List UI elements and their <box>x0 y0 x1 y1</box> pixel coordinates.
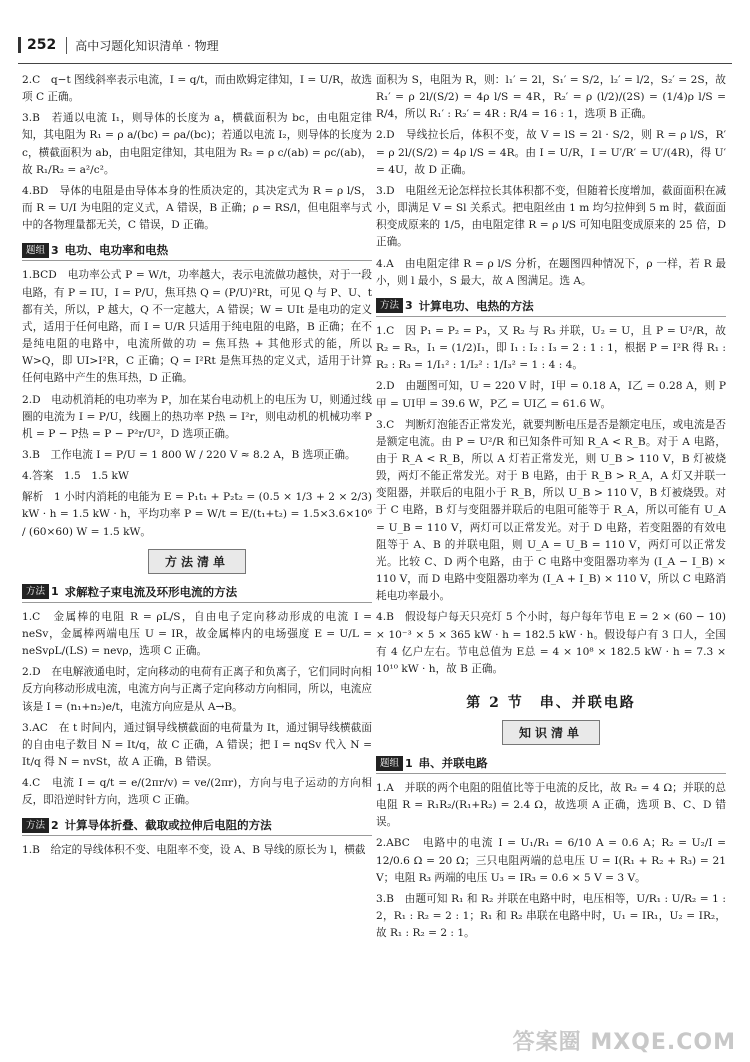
answer-paragraph: 面积为 S，电阻为 R，则：l₁′ = 2l，S₁′ = S/2，l₂′ = l/2，S₂′ = 2S，故 R₁′ = ρ 2l/(S/2) = 4ρ l/S = 4R，R₂′ = ρ (l/2)/(2S) = (1/4)ρ l/S = R/4，所以 R₁′ : R₂′ = 4R : R/4 = 16 : 1，选项 B 正确。 <box>376 74 726 121</box>
method-list-banner <box>22 549 372 574</box>
right-column <box>376 72 726 1042</box>
answer-paragraph: 解析 1 小时内消耗的电能为 E = P₁t₁ + P₂t₂ = (0.5 × 1/3 + 2 × 2/3) kW · h = 1.5 kW · h，平均功率 P = W/t = E/(t₁+t₂) = 1.5×3.6×10⁶ / (60×60) W = 1.5 kW。 <box>22 491 372 538</box>
section-tag: 题组 <box>376 756 403 771</box>
page-number: 252 <box>18 37 56 53</box>
section-title: 求解粒子束电流及环形电流的方法 <box>64 584 238 599</box>
answer-paragraph: 4.BD 导体的电阻是由导体本身的性质决定的，其决定式为 R = ρ l/S，而 R = U/I 为电阻的定义式，A 错误，B 正确；ρ = RS/l，但电阻率与式中的各物理量都无关，C 错误，D 正确。 <box>22 184 372 232</box>
section-heading <box>22 584 372 603</box>
section-number: 3 <box>405 299 413 313</box>
answer-paragraph: 3.B 由题可知 R₁ 和 R₂ 并联在电路中时，电压相等，U/R₁ : U/R₂ = 1 : 2，R₁ : R₂ = 2 : 1；R₁ 和 R₂ 串联在电路中时，U₁ = IR₁，U₂ = IR₂，故 R₁ : R₂ = 2 : 1。 <box>376 892 726 940</box>
answer-paragraph: 3.AC 在 t 时间内，通过铜导线横截面的电荷量为 It，通过铜导线横截面的自由电子数目 N = It/q，故 C 正确，A 错误；把 I = nqSv 代入 N = It/q 得 N = nvSt，故 A 正确，B 错误。 <box>22 721 372 768</box>
answer-paragraph: 4.答案 1.5 1.5 kW <box>22 470 129 483</box>
answer-paragraph: 3.D 电阻丝无论怎样拉长其体积都不变，但随着长度增加，截面面积在减小，即满足 V = Sl 关系式。把电阻丝由 1 m 均匀拉伸到 5 m 时，截面面积变成原来的 1/5，由电阻定律 R = ρ l/S 可知电阻变成原来的 25 倍，D 正确。 <box>376 184 726 249</box>
answer-paragraph: 1.B 给定的导线体积不变、电阻率不变，设 A、B 导线的原长为 l，横截 <box>22 844 366 857</box>
answer-paragraph: 2.D 在电解液通电时，定向移动的电荷有正离子和负离子，它们同时向相反方向移动形成电流，电流方向与正离子定向移动方向相同，所以，电流应该是 I = (n₁+n₂)e/t，电流方向应是从 A→B。 <box>22 666 372 713</box>
section-number: 1 <box>405 756 413 770</box>
header-rule <box>18 63 732 64</box>
answer-paragraph: 1.C 因 P₁ = P₂ = P₃，又 R₂ 与 R₃ 并联，U₂ = U，且 P = U²/R，故 R₂ = R₃，I₁ = (1/2)I₁，即 I₁ : I₂ : I₃ = 2 : 1 : 1，根据 P = I²R 得 R₁ : R₂ : R₃ = 1/I₁² : 1/I₂² : 1/I₃² = 1 : 4 : 4。 <box>376 324 726 372</box>
section-number: 3 <box>51 243 59 257</box>
book-title: 高中习题化知识清单 · 物理 <box>66 37 218 54</box>
section-title: 串、并联电路 <box>418 756 488 770</box>
answer-paragraph: 4.B 假设每户每天只亮灯 5 个小时，每户每年节电 E = 2 × (60 − 10) × 10⁻³ × 5 × 365 kW · h = 182.5 kW · h。假设每户有 3 口人，全国有 4 亿户左右。节电总值为 E总 = 4 × 10⁸ × 182.5 kW · h = 7.3 × 10¹⁰ kW · h，故 B 正确。 <box>376 611 726 675</box>
knowledge-list-banner <box>376 720 726 745</box>
section-tag: 方法 <box>22 584 49 599</box>
answer-paragraph: 1.C 金属棒的电阻 R = ρL/S，自由电子定向移动形成的电流 I = neSv，金属棒两端电压 U = IR，故金属棒内的电场强度 E = U/L = neSvρL/(LS) = nevρ，选项 C 正确。 <box>22 610 372 658</box>
answer-paragraph: 2.C q−t 图线斜率表示电流，I = q/t，而由欧姆定律知，I = U/R，故选项 C 正确。 <box>22 74 372 104</box>
answer-paragraph: 2.ABC 电路中的电流 I = U₁/R₁ = 6/10 A = 0.6 A；R₂ = U₂/I = 12/0.6 Ω = 20 Ω；三只电阻两端的总电压 U = I(R₁ + R₂ + R₃) = 21 V；电阻 R₃ 两端的电压 U₃ = IR₃ = 0.6 × 5 V = 3 V。 <box>376 837 726 884</box>
answer-paragraph: 2.D 导线拉长后，体积不变，故 V = lS = 2l · S/2，则 R = ρ l/S，R′ = ρ 2l/(S/2) = 4ρ l/S = 4R。由 I = U/R，I = U′/R′ = U′/(4R)，得 U′ = 4U，故 D 正确。 <box>376 129 726 176</box>
answer-paragraph: 3.B 若通以电流 I₁，则导体的长度为 a，横截面积为 bc，由电阻定律知，其电阻为 R₁ = ρ a/(bc) = ρa/(bc)；若通以电流 I₂，则导体的长度为 c，横截面积为 ab，由电阻定律知，其电阻为 R₂ = ρ c/(ab) = ρc/(ab)，故 R₁/R₂ = a²/c²。 <box>22 112 372 176</box>
section-number: 2 <box>51 818 59 832</box>
answer-paragraph: 2.D 由题图可知，U = 220 V 时，I甲 = 0.18 A，I乙 = 0.28 A，则 P甲 = UI甲 = 39.6 W，P乙 = UI乙 = 61.6 W。 <box>376 380 726 410</box>
section-tag: 方法 <box>22 818 49 833</box>
left-column <box>22 72 372 1042</box>
section-heading <box>22 817 372 836</box>
chapter-title: 第 2 节 串、并联电路 <box>466 695 636 711</box>
page-header <box>18 30 219 60</box>
section-title: 计算电功、电热的方法 <box>418 298 534 313</box>
section-heading <box>376 755 726 774</box>
banner-label: 知识清单 <box>502 720 600 745</box>
section-number: 1 <box>51 585 59 599</box>
answer-paragraph: 4.A 由电阻定律 R = ρ l/S 分析，在题图四种情况下，ρ 一样，若 R 最小，则 l 最小，S 最大，故 A 图满足。选 A。 <box>376 257 726 287</box>
section-title: 电功、电功率和电热 <box>64 243 169 258</box>
section-heading <box>376 298 726 317</box>
answer-paragraph: 3.B 工作电流 I = P/U = 1 800 W / 220 V ≈ 8.2 A，B 选项正确。 <box>22 448 356 461</box>
section-tag: 方法 <box>376 298 403 313</box>
section-title: 计算导体折叠、截取或拉伸后电阻的方法 <box>64 818 272 833</box>
banner-label: 方法清单 <box>148 549 246 574</box>
answer-paragraph: 2.D 电动机消耗的电功率为 P，加在某台电动机上的电压为 U，则通过线圈的电流为 I = P/U，线圈上的热功率 P热 = I²r，则电动机的机械功率 P机 = P − P热 = P − P²r/U²，D 选项正确。 <box>22 393 372 440</box>
section-tag: 题组 <box>22 243 49 258</box>
watermark: 答案圈 MXQE.COM <box>512 1030 736 1055</box>
answer-paragraph: 1.A 并联的两个电阻的阻值比等于电流的反比，故 R₂ = 4 Ω；并联的总电阻 R = R₁R₂/(R₁+R₂) = 2.4 Ω，故选项 A 正确，选项 B、C、D 错误。 <box>376 782 726 829</box>
answer-paragraph: 3.C 判断灯泡能否正常发光，就要判断电压是否是额定电压，或电流是否是额定电流。由 P = U²/R 和已知条件可知 R_A < R_B。对于 A 电路，由于 R_A < R_B，所以 A 灯若正常发光，则 U_B > 110 V，B 灯被烧毁，两灯不能正常发光。对于 B 电路，由于 R_B > R_A，A 灯又并联一变阻器，并联后的电阻小于 R_B，所以 U_B > 110 V，B 灯被烧毁。对于 C 电路，B 灯与变阻器并联后的电阻可能等于 R_A，所以可能有 U_A = U_B = 110 V，两灯可以正常发光。对于 D 电路，若变阻器的有效电阻等于 A、B 的并联电阻，则 U_A = U_B = 110 V，两灯可以正常发光。比较 C、D 两个电路，由于 C 电路中变阻器功率为 (I_A − I_B) × 110 V，而 D 电路中变阻器功率为 (I_A + I_B) × 110 V，所以 C 电路消耗电功率最小。 <box>376 418 726 603</box>
section-heading <box>22 242 372 261</box>
answer-paragraph: 1.BCD 电功率公式 P = W/t，功率越大，表示电流做功越快，对于一段电路，有 P = IU，I = P/U，焦耳热 Q = (P/U)²Rt，可见 Q 与 P、U、t 都有关，所以，P 越大，Q 不一定越大，A 错误；W = UIt 是电功的定义式，适用于任何电路，而 I = U/R 只适用于纯电阻的电路，B 正确；在不是纯电阻的电路中，电流所做的功 = 焦耳热 + 其他形式的能，所以 W>Q，即 UI>I²R，C 正确；Q = I²Rt 是焦耳热的定义式，适用于计算任何电路中产生的焦耳热，D 正确。 <box>22 269 372 385</box>
answer-paragraph: 4.C 电流 I = q/t = e/(2πr/v) = ve/(2πr)，方向与电子运动的方向相反，即沿逆时针方向，选项 C 正确。 <box>22 777 372 807</box>
